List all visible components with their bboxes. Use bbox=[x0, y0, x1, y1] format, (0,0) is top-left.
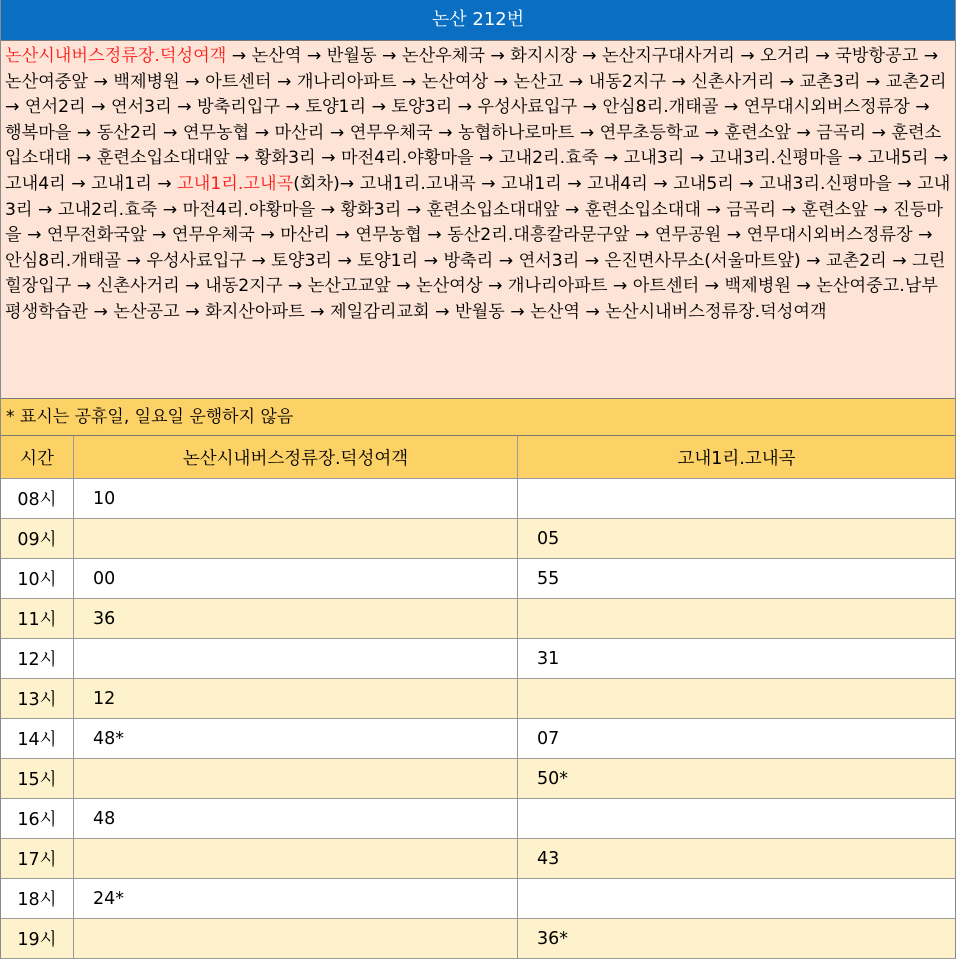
cell-gonae-minute bbox=[518, 879, 956, 919]
cell-gonae-minute bbox=[518, 479, 956, 519]
cell-hour: 18시 bbox=[1, 879, 74, 919]
cell-terminal-minute bbox=[74, 639, 518, 679]
table-row bbox=[1, 599, 955, 639]
cell-hour: 15시 bbox=[1, 759, 74, 799]
table-row bbox=[1, 639, 955, 679]
cell-hour: 11시 bbox=[1, 599, 74, 639]
cell-gonae-minute: 05 bbox=[518, 519, 956, 559]
table-row bbox=[1, 839, 955, 879]
cell-hour: 12시 bbox=[1, 639, 74, 679]
route-turnaround-stop: 고내1리.고내곡 bbox=[177, 173, 294, 194]
cell-gonae-minute bbox=[518, 599, 956, 639]
page-title: 논산 212번 bbox=[1, 0, 955, 41]
cell-terminal-minute: 48* bbox=[74, 719, 518, 759]
route-outbound-stops: → 논산역 → 반월동 → 논산우체국 → 화지시장 → 논산지구대사거리 → 오거리 → 국방항공고 → 논산여중앞 → 백제병원 → 아트센터 → 개나리아파트 → 논산여상 → 논산고 → 내동2지구 → 신촌사거리 → 교촌3리 → 교촌2리 → 연서2리 → 연서3리 → 방축리입구 → 토양1리 → 토양3리 → 우성사료입구 → 안심8리.개태골 → 연무대시외버스정류장 → 행복마을 → 동산2리 → 연무농협 → 마산리 → 연무우체국 → 농협하나로마트 → 연무초등학교 → 훈련소앞 → 금곡리 → 훈련소입소대대 → 훈련소입소대대앞 → 황화3리 → 마전4리.야황마을 → 고내2리.효죽 → 고내3리 → 고내3리.신평마을 → 고내5리 → 고내4리 → 고내1리 → bbox=[5, 46, 949, 194]
cell-terminal-minute: 12 bbox=[74, 679, 518, 719]
cell-gonae-minute: 50* bbox=[518, 759, 956, 799]
cell-hour: 13시 bbox=[1, 679, 74, 719]
cell-terminal-minute bbox=[74, 839, 518, 879]
route-start-stop: 논산시내버스정류장.덕성여객 bbox=[5, 46, 227, 66]
cell-hour: 08시 bbox=[1, 479, 74, 519]
table-row bbox=[1, 559, 955, 599]
cell-gonae-minute: 43 bbox=[518, 839, 956, 879]
header-departure-gonae: 고내1리.고내곡 bbox=[518, 436, 956, 479]
cell-terminal-minute: 10 bbox=[74, 479, 518, 519]
schedule-table bbox=[1, 436, 955, 959]
table-row bbox=[1, 879, 955, 919]
table-row bbox=[1, 719, 955, 759]
cell-terminal-minute: 48 bbox=[74, 799, 518, 839]
cell-terminal-minute bbox=[74, 919, 518, 959]
cell-hour: 10시 bbox=[1, 559, 74, 599]
table-row bbox=[1, 919, 955, 959]
table-row bbox=[1, 759, 955, 799]
route-description bbox=[1, 41, 955, 399]
header-departure-terminal: 논산시내버스정류장.덕성여객 bbox=[74, 436, 518, 479]
cell-terminal-minute: 36 bbox=[74, 599, 518, 639]
cell-hour: 19시 bbox=[1, 919, 74, 959]
table-row bbox=[1, 479, 955, 519]
cell-hour: 09시 bbox=[1, 519, 74, 559]
table-header-row bbox=[1, 436, 955, 479]
table-row bbox=[1, 679, 955, 719]
cell-hour: 14시 bbox=[1, 719, 74, 759]
table-row bbox=[1, 519, 955, 559]
cell-terminal-minute bbox=[74, 759, 518, 799]
cell-terminal-minute: 00 bbox=[74, 559, 518, 599]
holiday-note: * 표시는 공휴일, 일요일 운행하지 않음 bbox=[1, 399, 955, 436]
cell-gonae-minute: 55 bbox=[518, 559, 956, 599]
cell-hour: 17시 bbox=[1, 839, 74, 879]
header-hour: 시간 bbox=[1, 436, 74, 479]
table-row bbox=[1, 799, 955, 839]
cell-terminal-minute: 24* bbox=[74, 879, 518, 919]
cell-gonae-minute: 36* bbox=[518, 919, 956, 959]
cell-terminal-minute bbox=[74, 519, 518, 559]
cell-gonae-minute: 31 bbox=[518, 639, 956, 679]
route-return-stops: (회차)→ 고내1리.고내곡 → 고내1리 → 고내4리 → 고내5리 → 고내3리.신평마을 → 고내3리 → 고내2리.효죽 → 마전4리.야황마을 → 황화3리 → 훈련소입소대대앞 → 훈련소입소대대 → 금곡리 → 훈련소앞 → 진등마을 → 연무전화국앞 → 연무우체국 → 마산리 → 연무농협 → 동산2리.대흥칼라문구앞 → 연무공원 → 연무대시외버스정류장 → 안심8리.개태골 → 우성사료입구 → 토양3리 → 토양1리 → 방축리 → 연서3리 → 은진면사무소(서울마트앞) → 교촌2리 → 그린힐장입구 → 신촌사거리 → 내동2지구 → 논산고교앞 → 논산여상 → 개나리아파트 → 아트센터 → 백제병원 → 논산여중고.남부평생학습관 → 논산공고 → 화지산아파트 → 제일감리교회 → 반월동 → 논산역 → 논산시내버스정류장.덕성여객 bbox=[5, 173, 951, 322]
cell-gonae-minute bbox=[518, 799, 956, 839]
cell-gonae-minute: 07 bbox=[518, 719, 956, 759]
cell-gonae-minute bbox=[518, 679, 956, 719]
cell-hour: 16시 bbox=[1, 799, 74, 839]
